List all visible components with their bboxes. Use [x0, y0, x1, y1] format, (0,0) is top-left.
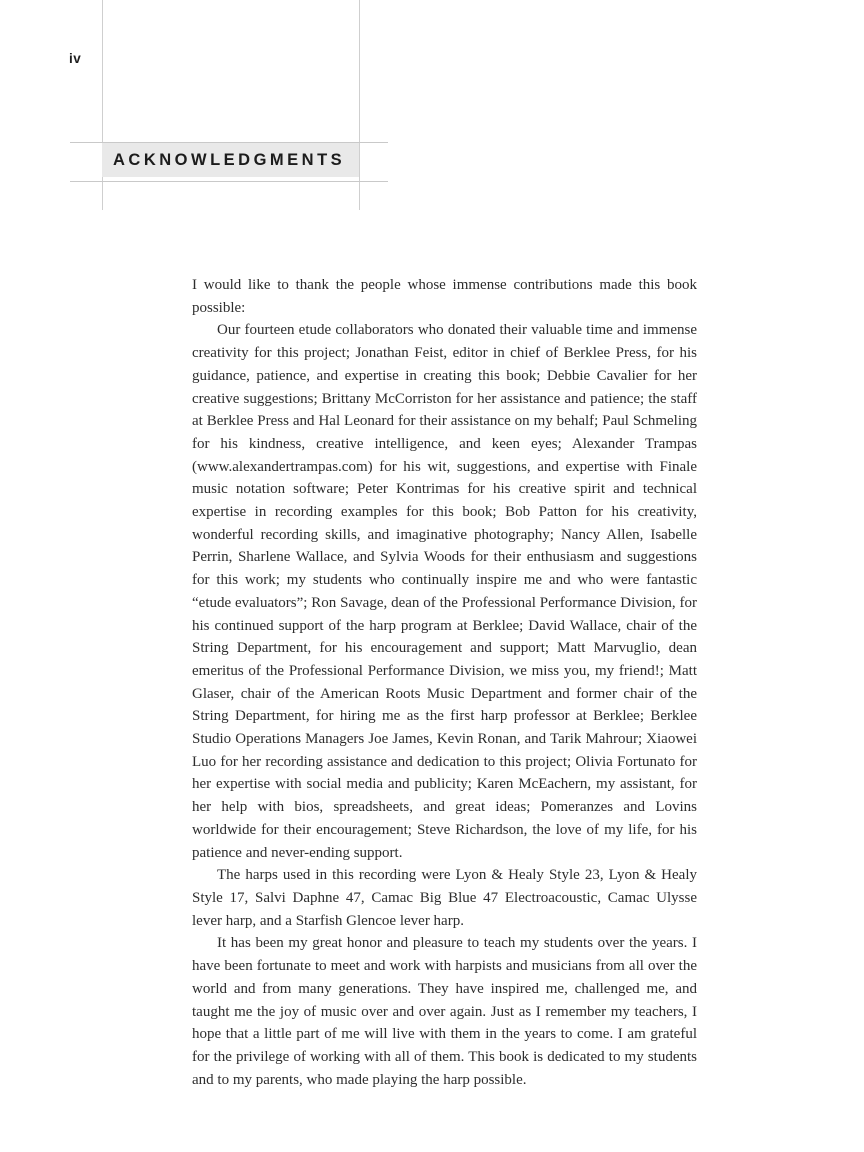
paragraph-thanks: Our fourteen etude collaborators who donated their valuable time and immense creativity for this project; Jonathan Feist, editor in chief of Berklee Press, for his guidance, patience, and expertise in creating this book; Debbie Cavalier for her creative suggestions; Brittany McCorriston for her assistance and patience; the staff at Berklee Press and Hal Leonard for their assistance on my behalf; Paul Schmeling for his kindness, creative intelligence, and keen eyes; Alexander Trampas (www.alexandertrampas.com) for his wit, suggestions, and expertise with Finale music notation software; Peter Kontrimas for his creative spirit and technical expertise in recording examples for this book; Bob Patton for his creativity, wonderful recording skills, and imaginative photography; Nancy Allen, Isabelle Perrin, Sharlene Wallace, and Sylvia Woods for their enthusiasm and suggestions for this work; my students who continually inspire me and who were fantastic “etude evaluators”; Ron Savage, dean of the Professional Performance Division, for his continued support of the harp program at Berklee; David Wallace, chair of the String Department, for his encouragement and support; Matt Marvuglio, dean emeritus of the Professional Performance Division, we miss you, my friend!; Matt Glaser, chair of the American Roots Music Department and former chair of the String Department, for hiring me as the first harp professor at Berklee; Berklee Studio Operations Managers Joe James, Kevin Ronan, and Tarik Mahrour; Xiaowei Luo for her recording assistance and dedication to this project; Olivia Fortunato for her expertise with social media and publicity; Karen McEachern, my assistant, for her help with bios, spreadsheets, and great ideas; Pomeranzes and Lovins worldwide for their encouragement; Steve Richardson, the love of my life, for his patience and never-ending support. — [192, 322, 697, 861]
page-number: iv — [69, 51, 82, 66]
acknowledgments-body — [192, 274, 697, 1091]
header-rule-bottom — [70, 181, 388, 182]
chapter-title: ACKNOWLEDGMENTS — [113, 150, 346, 169]
paragraph-intro: I would like to thank the people whose immense contributions made this book possible: — [192, 277, 697, 316]
vertical-rule-right — [359, 0, 360, 210]
vertical-rule-left — [102, 0, 103, 210]
paragraph-dedication: It has been my great honor and pleasure to teach my students over the years. I have been fortunate to meet and work with harpists and musicians from all over the world and from many generations. They have inspired me, challenged me, and taught me the joy of music over and over again. Just as I remember my teachers, I hope that a little part of me will live with them in the years to come. I am grateful for the privilege of working with all of them. This book is dedicated to my students and to my parents, who made playing the harp possible. — [192, 935, 697, 1088]
paragraph-harps: The harps used in this recording were Lyon & Healy Style 23, Lyon & Healy Style 17, Salvi Daphne 47, Camac Big Blue 47 Electroacoustic, Camac Ulysse lever harp, and a Starfish Glencoe lever harp. — [192, 867, 697, 929]
chapter-header-band — [102, 143, 359, 177]
